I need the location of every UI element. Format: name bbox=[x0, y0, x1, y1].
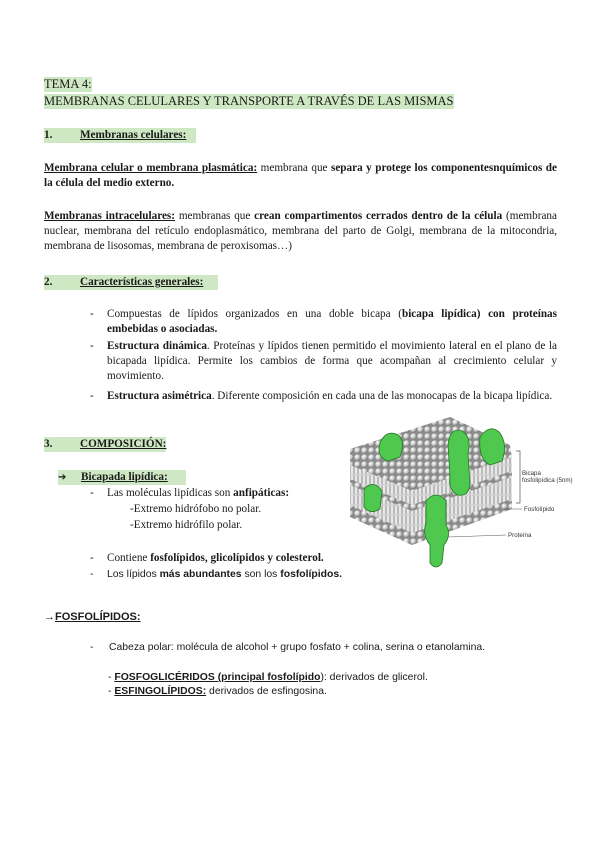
bullet-dash: - bbox=[90, 308, 94, 320]
phospholipids-title: FOSFOLÍPIDOS: bbox=[55, 611, 141, 623]
arrow-icon: ➔ bbox=[58, 472, 67, 483]
term-phosphoglycerides: FOSFOGLICÉRIDOS bbox=[114, 672, 215, 683]
protein-3 bbox=[425, 495, 449, 567]
text: son los bbox=[241, 569, 281, 580]
phospholipids-heading bbox=[44, 611, 141, 623]
definition: separa y protege los componentesnquímicos de la célula del medio externo. bbox=[44, 162, 557, 189]
text: Extremo hidrófobo no polar. bbox=[133, 503, 262, 515]
section-2-heading bbox=[44, 275, 218, 290]
bullet-dash: - bbox=[90, 642, 94, 653]
bullet-dash: - bbox=[90, 487, 94, 499]
paragraph-intracellular-membranes bbox=[44, 209, 557, 254]
text: . Proteínas y lípidos tienen permitido el movimiento lateral en el plano de la bicapada lipídica. Permite los cambios de forma que acompañan al crecimiento celular y movimiento. bbox=[107, 340, 557, 382]
bullet-dash: - bbox=[90, 569, 94, 580]
term-intracellular: Membranas intracelulares: bbox=[44, 210, 175, 222]
bold-text: anfipáticas: bbox=[233, 487, 290, 499]
bold-text: Estructura asimétrica bbox=[107, 390, 212, 402]
definition: crean compartimentos cerrados dentro de la célula bbox=[254, 210, 503, 222]
section-1-number: 1. bbox=[44, 129, 53, 141]
text: Los lípidos bbox=[107, 569, 160, 580]
text: Contiene bbox=[107, 552, 151, 564]
list-item-text bbox=[107, 339, 557, 384]
section-2-number: 2. bbox=[44, 276, 53, 288]
protein-1 bbox=[448, 430, 470, 495]
term-plasma-membrane: Membrana celular o membrana plasmática: bbox=[44, 162, 258, 174]
title-line-1: TEMA 4: bbox=[44, 77, 92, 91]
examples: (membrana nuclear, membrana del retículo endoplasmático, membrana del parto de Golgi, membrana de la mitocondria, membrana de lisosomas, membrana de peroxisomas…) bbox=[44, 210, 557, 252]
term-note: (principal fosfolípido bbox=[214, 672, 321, 683]
sub-dash: - bbox=[130, 519, 134, 531]
lipid-bilayer-title: Bicapada lipídica: bbox=[81, 471, 168, 483]
bullet-dash: - bbox=[90, 390, 94, 402]
text: membranas que bbox=[175, 210, 255, 222]
bold-text: fosfolípidos. bbox=[280, 569, 343, 580]
protein-5 bbox=[364, 484, 382, 511]
bilayer-bracket bbox=[516, 451, 520, 503]
text: . Diferente composición en cada una de las monocapas de la bicapa lipídica. bbox=[211, 390, 553, 402]
title-line-2: MEMBRANAS CELULARES Y TRANSPORTE A TRAVÉS DE LAS MISMAS bbox=[44, 94, 454, 108]
text: ): derivados de glicerol. bbox=[320, 672, 428, 683]
section-1-heading bbox=[44, 128, 196, 143]
amphipathic-line bbox=[107, 486, 289, 501]
bullet-dash: - bbox=[90, 340, 94, 352]
most-abundant-line bbox=[107, 567, 342, 582]
paragraph-plasma-membrane bbox=[44, 161, 557, 191]
text: Extremo hidrófilo polar. bbox=[133, 519, 243, 531]
bold-text: más abundantes bbox=[159, 569, 242, 580]
section-1-title: Membranas celulares: bbox=[80, 129, 187, 141]
sub-dash: - bbox=[130, 503, 134, 515]
section-3-heading bbox=[44, 437, 166, 452]
membrane-figure bbox=[340, 405, 573, 575]
label-bilayer: Bicapa fosfolipídica (5nm) bbox=[522, 470, 573, 484]
phosphoglycerides-item bbox=[108, 672, 428, 683]
section-3-number: 3. bbox=[44, 438, 53, 450]
sub-item-hydrophobic bbox=[130, 502, 261, 517]
bullet-dash: - bbox=[108, 686, 112, 697]
label-protein: Proteína bbox=[508, 532, 532, 539]
text: Las moléculas lipídicas son bbox=[107, 487, 234, 499]
text: Compuestas de lípidos organizados en una doble bicapa ( bbox=[107, 308, 402, 320]
text: membrana que bbox=[257, 162, 331, 174]
list-item bbox=[90, 307, 94, 322]
contains-line bbox=[107, 551, 324, 566]
list-item bbox=[90, 389, 94, 404]
protein-pointer bbox=[448, 535, 506, 537]
bold-text: bicapa lipídica) con proteínas embebidas o asociadas. bbox=[107, 308, 558, 335]
section-3-title: COMPOSICIÓN: bbox=[80, 438, 167, 450]
term-sphingolipids: ESFINGOLÍPIDOS: bbox=[114, 686, 207, 697]
bullet-dash: - bbox=[108, 672, 112, 683]
list-item-text bbox=[107, 389, 557, 404]
bold-text: Estructura dinámica bbox=[107, 340, 207, 352]
bullet-dash: - bbox=[90, 552, 94, 564]
arrow-icon: → bbox=[44, 611, 55, 623]
list-item-text bbox=[107, 307, 557, 337]
list-item bbox=[90, 339, 94, 354]
protein-2 bbox=[379, 433, 403, 461]
polar-head-line: Cabeza polar: molécula de alcohol + grupo fosfato + colina, serina o etanolamina. bbox=[109, 642, 486, 653]
sub-item-hydrophilic bbox=[130, 518, 242, 533]
section-2-title: Características generales: bbox=[80, 276, 204, 288]
bold-text: fosfolípidos, glicolípidos y colesterol. bbox=[150, 552, 324, 564]
lipid-bilayer-heading bbox=[58, 470, 186, 485]
sphingolipids-item bbox=[108, 686, 327, 697]
text: derivados de esfingosina. bbox=[206, 686, 327, 697]
protein-4 bbox=[480, 429, 505, 465]
label-phospholipid: Fosfolípido bbox=[524, 506, 555, 513]
